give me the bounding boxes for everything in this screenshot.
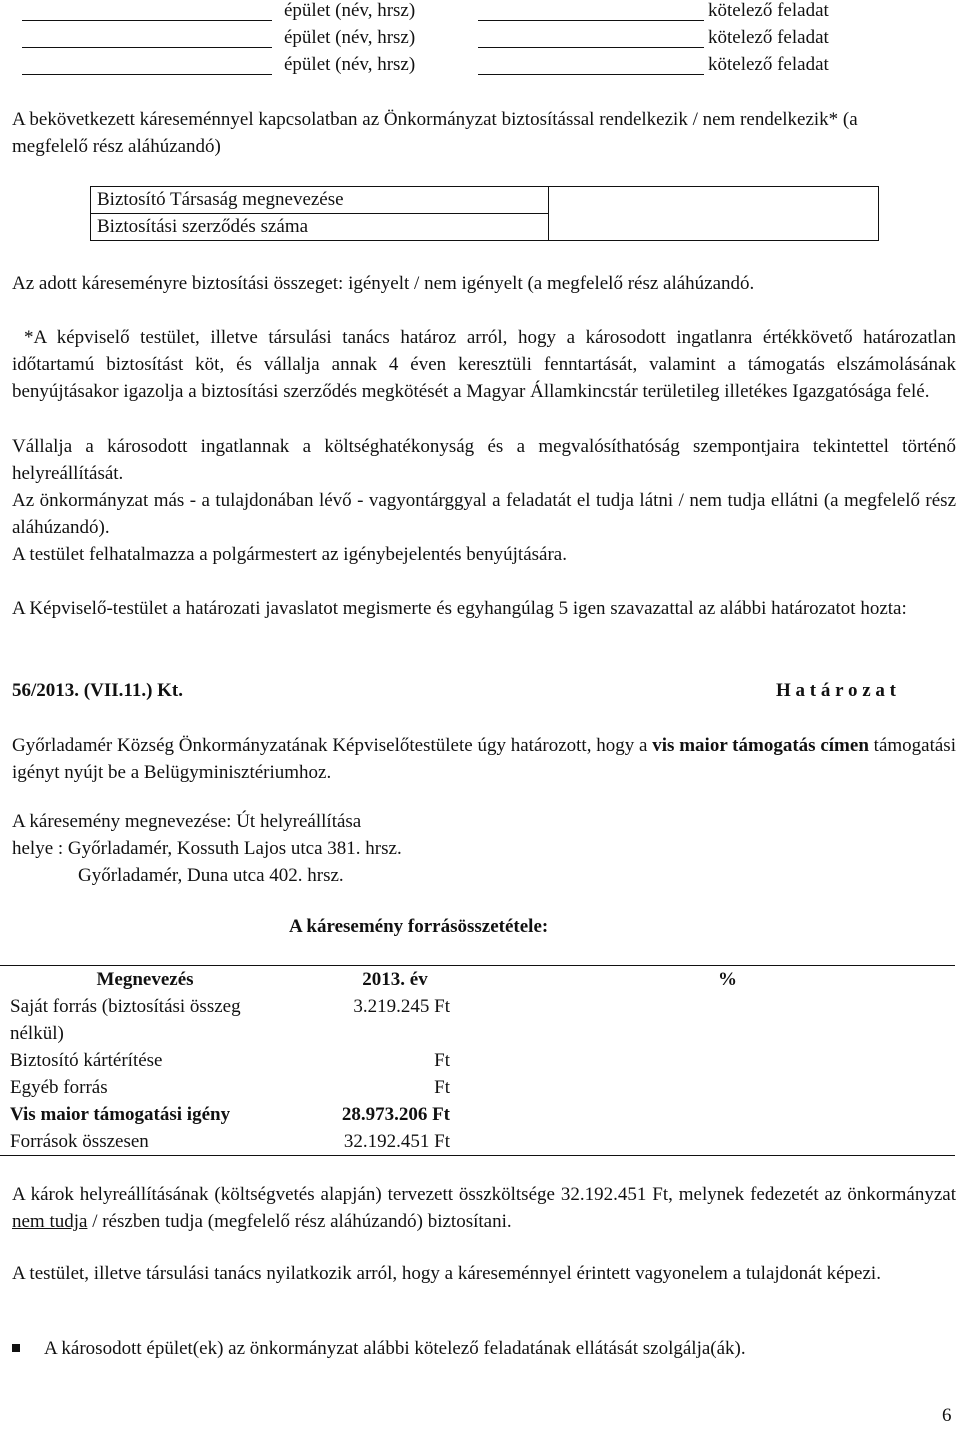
bullet-item xyxy=(12,1338,746,1360)
sources-table xyxy=(0,966,955,1155)
blank-line xyxy=(478,74,704,75)
paragraph-vote: A Képviselő-testület a határozati javaslatot megismerte és egyhangúlag 5 igen szavazattal az alábbi határozatot hozta: xyxy=(12,598,907,619)
paragraph-commitment: *A képviselő testület, illetve társulási tanács határoz arról, hogy a károsodott ingatlanra értékkövető határozatlan időtartamú biztosítást köt, és vállalja annak 4 éven keresztüli fenntartását, valamint a támogatás elszámolásának benyújtásakor igazolja a biztosítási szerződés megkötését a Magyar Államkincstár területileg illetékes Igazgatósága felé. xyxy=(12,327,956,402)
row-label: Vis maior támogatási igény xyxy=(10,1104,231,1125)
insurance-amount: Az adott káreseményre biztosítási összeget: igényelt / nem igényelt (a megfelelő rész aláhúzandó. xyxy=(12,273,755,294)
blank-line xyxy=(22,47,272,48)
blank-line xyxy=(478,20,704,21)
task-label: kötelező feladat xyxy=(708,27,829,48)
building-label: épület (név, hrsz) xyxy=(284,0,416,21)
table-row xyxy=(0,993,955,1047)
paragraph-other-assets: Az önkormányzat más - a tulajdonában lévő - vagyontárggyal a feladatát el tudja látni / nem tudja ellátni (a megfelelő rész aláhúzandó). xyxy=(12,490,956,538)
decision-text: Győrladamér Község Önkormányzatának Képviselőtestülete úgy határozott, hogy a xyxy=(12,735,653,756)
blank-line xyxy=(478,47,704,48)
task-label: kötelező feladat xyxy=(708,0,829,21)
decision-paragraph xyxy=(12,732,956,786)
decision-bold: vis maior támogatás címen xyxy=(652,735,869,756)
decision-text-end: támogatási igényt nyújt be a Belügyminisztériumhoz. xyxy=(12,735,956,783)
header-year: 2013. év xyxy=(362,969,428,990)
blank-line xyxy=(22,20,272,21)
row-value: 32.192.451 Ft xyxy=(343,1131,450,1152)
insurer-name-label: Biztosító Társaság megnevezése xyxy=(91,187,549,214)
table-bottom-border xyxy=(0,1155,955,1156)
costs-text: A károk helyreállításának (költségvetés alapján) tervezett összköltsége 32.192.451 Ft, melynek fedezetét az önkormányzat xyxy=(12,1184,956,1205)
page-number: 6 xyxy=(942,1405,952,1426)
row-label: Saját forrás (biztosítási összeg nélkül) xyxy=(10,996,241,1044)
table-row xyxy=(0,1128,955,1155)
sources-title: A káresemény forrásösszetétele: xyxy=(289,916,549,937)
table-row xyxy=(0,1101,955,1128)
insurer-value-cell xyxy=(549,187,879,241)
bullet-icon xyxy=(12,1344,20,1352)
building-label: épület (név, hrsz) xyxy=(284,27,416,48)
row-value: 3.219.245 Ft xyxy=(353,996,450,1017)
resolution-title: H a t á r o z a t xyxy=(776,680,896,701)
bullet-text: A károsodott épület(ek) az önkormányzat alábbi kötelező feladatának ellátását szolgálja(ák). xyxy=(44,1338,746,1359)
resolution-number: 56/2013. (VII.11.) Kt. xyxy=(12,680,183,701)
insurance-intro: A bekövetkezett káreseménnyel kapcsolatban az Önkormányzat biztosítással rendelkezik / nem rendelkezik* (a megfelelő rész aláhúzandó) xyxy=(12,109,858,157)
ownership-paragraph: A testület, illetve társulási tanács nyilatkozik arról, hogy a káreseménnyel érintett vagyonelem a tulajdonát képezi. xyxy=(12,1263,881,1284)
paragraph-restoration: Vállalja a károsodott ingatlannak a költséghatékonyság és a megvalósíthatóság szempontjaira tekintettel történő helyreállítását. xyxy=(12,436,956,484)
row-label: Egyéb forrás xyxy=(10,1077,108,1098)
event-name: A káresemény megnevezése: Út helyreállítása xyxy=(12,811,362,832)
row-label: Biztosító kártérítése xyxy=(10,1050,163,1071)
policy-number-label: Biztosítási szerződés száma xyxy=(91,214,549,241)
costs-paragraph xyxy=(12,1181,956,1235)
blank-line xyxy=(22,74,272,75)
event-location-2: Győrladamér, Duna utca 402. hrsz. xyxy=(78,865,344,886)
costs-text-end: / részben tudja (megfelelő rész aláhúzandó) biztosítani. xyxy=(87,1211,512,1232)
paragraph-authorization: A testület felhatalmazza a polgármestert az igénybejelentés benyújtására. xyxy=(12,544,567,565)
task-label: kötelező feladat xyxy=(708,54,829,75)
row-value: Ft xyxy=(434,1050,450,1071)
header-percent: % xyxy=(718,969,737,990)
insurance-table xyxy=(90,186,879,241)
table-row xyxy=(0,1047,955,1074)
event-location-1: helye : Győrladamér, Kossuth Lajos utca 381. hrsz. xyxy=(12,838,402,859)
row-value: Ft xyxy=(434,1077,450,1098)
header-name: Megnevezés xyxy=(96,969,194,990)
building-label: épület (név, hrsz) xyxy=(284,54,416,75)
costs-underlined: nem tudja xyxy=(12,1211,88,1232)
row-value: 28.973.206 Ft xyxy=(341,1104,450,1125)
row-label: Források összesen xyxy=(10,1131,149,1152)
table-row xyxy=(0,1074,955,1101)
